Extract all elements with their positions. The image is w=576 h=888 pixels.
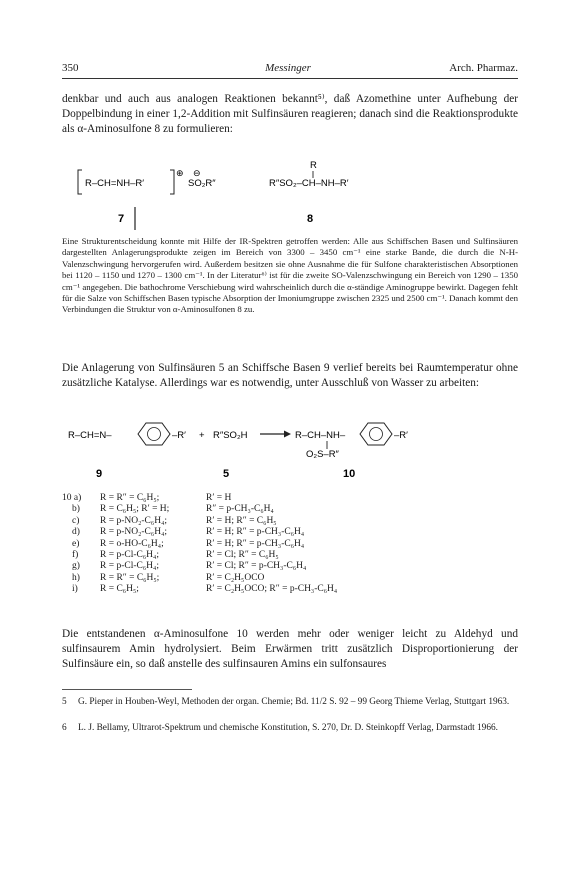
hydrolysis-paragraph: Die entstandenen α-Aminosulfone 10 werden mehr oder weniger leicht zu Aldehyd und sulfinsaurem Amin hydrolysiert. Beim Erwärmen tritt zusätzlich Disproportionierung der Sulfinsäure ein, so daß anstelle des sulfinsauren Amins ein sulfonsaures xyxy=(62,628,518,670)
aromatic-circle-icon xyxy=(370,428,383,441)
plus-sign: + xyxy=(199,430,205,441)
compound-row: i) R = C₆H₅; R′ = C₂H₅OCO; R″ = p-CH₃-C₆H₄ xyxy=(72,584,338,595)
label-9: 9 xyxy=(96,468,103,480)
footnote-5 xyxy=(62,697,518,721)
compound-row: b) R = C₆H₅; R′ = H; R″ = p-CH₃-C₆H₄ xyxy=(72,504,274,515)
reaction-scheme xyxy=(62,416,518,480)
footnote-6 xyxy=(62,723,518,747)
structure8-number: 8 xyxy=(307,213,314,225)
product-text: R–CH–NH– xyxy=(295,430,346,441)
running-journal: Arch. Pharmaz. xyxy=(449,62,518,74)
page-number: 350 xyxy=(62,62,79,74)
structure7-formula: R–CH=NH–R′ xyxy=(85,178,145,189)
intro-paragraph: denkbar und auch aus analogen Reaktionen bekannt⁵⁾, daß Azomethine unter Aufhebung der Doppelbindung in einer 1,2-Addition mit Sulfinsäuren reagieren; danach sind die Reaktionsprodukte als α-Aminosulfone 8 zu formulieren: xyxy=(62,93,518,135)
structures-7-8 xyxy=(62,150,518,232)
footnote-text: L. J. Bellamy, Ultrarot-Spektrum und chemische Konstitution, S. 270, Dr. D. Steinkopff Verlag, Darmstadt 1966. xyxy=(78,723,498,733)
structure8-R: R xyxy=(310,160,317,171)
label-5: 5 xyxy=(223,468,230,480)
compound-row: 10 a) R = R″ = C₆H₅; R′ = H xyxy=(62,493,232,503)
charge-minus: ⊖ xyxy=(193,168,201,178)
bracket-left xyxy=(78,170,82,194)
charge-plus: ⊕ xyxy=(176,168,184,178)
running-author: Messinger xyxy=(265,62,311,74)
compound-row: c) R = p-NO₂-C₆H₄; R′ = H; R″ = C₆H₅ xyxy=(72,515,277,526)
footnote-number: 5 xyxy=(62,697,67,707)
structure7-number: 7 xyxy=(118,213,125,225)
arrow-head-icon xyxy=(284,431,291,438)
structure8-formula: R″SO₂–CH–NH–R′ xyxy=(269,178,349,189)
reactant1-tail: –R′ xyxy=(172,430,186,441)
structure7-anion: SO₂R″ xyxy=(188,178,216,189)
footnote-rule xyxy=(62,689,192,690)
compound-row: f) R = p-Cl-C₆H₄; R′ = Cl; R″ = C₆H₅ xyxy=(72,549,279,560)
compound-row: e) R = o-HO-C₆H₄; R′ = H; R″ = p-CH₃-C₆H₄ xyxy=(72,538,305,549)
compound-list xyxy=(62,493,341,596)
compound-row: d) R = p-NO₂-C₆H₄; R′ = H; R″ = p-CH₃-C₆H₄ xyxy=(72,527,305,538)
benzene-ring-icon xyxy=(138,423,170,445)
reactant2-text: R″SO₂H xyxy=(213,430,248,441)
header-rule xyxy=(62,78,518,79)
label-10: 10 xyxy=(343,468,356,480)
product-tail: –R′ xyxy=(394,430,408,441)
compound-row: h) R = R″ = C₆H₅; R′ = C₂H₅OCO xyxy=(72,572,265,583)
ir-paragraph: Eine Strukturentscheidung konnte mit Hilfe der IR-Spektren getroffen werden: Alle aus Schiffschen Basen und Sulfinsäuren dargestellten Anlagerungsprodukte zeigen im Bereich von 3300 – 3450 cm⁻¹ eine starke Bande, die durch die N-H-Valenzschwingung hervorgerufen wird. Außerdem besitzen sie ohne Ausnahme die für Sulfone charakteristischen Absorptionen bei 1120 – 1150 und 1270 – 1300 cm⁻¹. In der Literatur⁶⁾ ist für die zweite SO-Valenzschwingung ein Bereich von 1290 – 1350 cm⁻¹ angegeben. Die bathochrome Verschiebung wird wahrscheinlich durch die α-ständige Aminogruppe bewirkt. Dagegen fehlt für die Salze von Schiffschen Basen typische Absorption der Imoniumgruppe zwischen 2325 und 2500 cm⁻¹. Danach kommt den Verbindungen die Struktur von α-Aminosulfonen 8 zu. xyxy=(62,236,518,315)
bracket-right xyxy=(170,170,174,194)
product-substituent: O₂S–R″ xyxy=(306,449,339,460)
aromatic-circle-icon xyxy=(148,428,161,441)
footnote-text: G. Pieper in Houben-Weyl, Methoden der organ. Chemie; Bd. 11/2 S. 92 – 99 Georg Thieme Verlag, Stuttgart 1963. xyxy=(78,697,510,707)
addition-paragraph: Die Anlagerung von Sulfinsäuren 5 an Schiffsche Basen 9 verlief bereits bei Raumtemperatur ohne zusätzliche Katalyse. Allerdings war es notwendig, unter Ausschluß von Wasser zu arbeiten: xyxy=(62,362,518,389)
footnote-number: 6 xyxy=(62,723,67,733)
benzene-ring-icon xyxy=(360,423,392,445)
reactant1-text: R–CH=N– xyxy=(68,430,112,441)
compound-row: g) R = p-Cl-C₆H₄; R′ = Cl; R″ = p-CH₃-C₆H₄ xyxy=(72,561,307,572)
